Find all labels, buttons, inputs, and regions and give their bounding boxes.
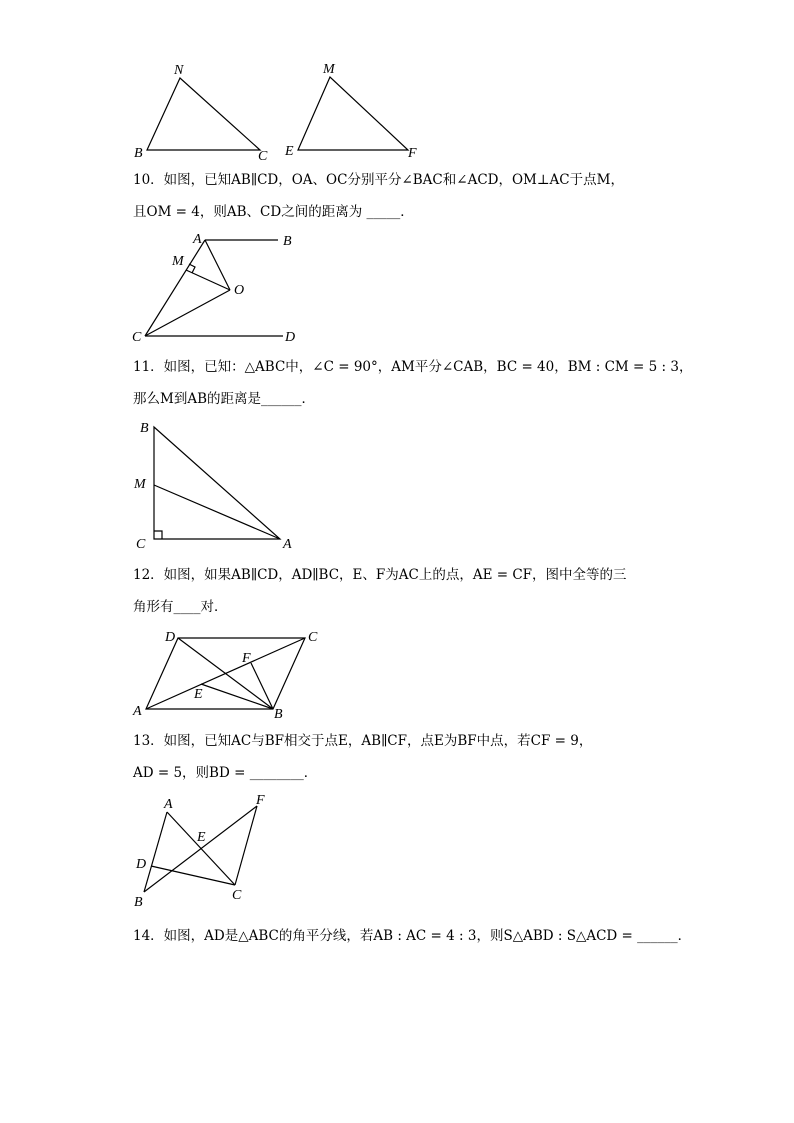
label-a: A <box>283 537 292 552</box>
label-c: C <box>136 537 146 552</box>
triangle-nbc-figure <box>130 60 280 165</box>
label-a: A <box>193 232 202 247</box>
label-e: E <box>194 687 203 702</box>
label-e: E <box>285 144 294 159</box>
label-f: F <box>408 146 417 161</box>
label-b: B <box>134 895 143 908</box>
label-b: B <box>283 234 292 249</box>
label-b: B <box>274 707 283 722</box>
label-f: F <box>242 651 251 666</box>
label-e: E <box>197 830 206 845</box>
label-b: B <box>134 146 143 161</box>
label-d: D <box>136 857 147 872</box>
label-f: F <box>256 793 265 808</box>
label-a: A <box>133 704 142 719</box>
q13-text-line1: 13．如图，已知AC与BF相交于点E，AB∥CF，点E为BF中点，若CF = 9， <box>133 733 593 749</box>
label-c: C <box>308 630 318 645</box>
q10-figure <box>130 228 310 348</box>
label-c: C <box>232 888 242 903</box>
q12-text-line1: 12．如图，如果AB∥CD，AD∥BC，E、F为AC上的点，AE = CF，图中全等的三 <box>133 567 627 583</box>
label-d: D <box>165 630 176 645</box>
label-n: N <box>174 63 184 78</box>
label-a: A <box>164 797 173 812</box>
q11-figure <box>130 415 310 555</box>
q13-figure <box>130 788 280 908</box>
q11-text-line2: 那么M到AB的距离是______． <box>133 391 315 407</box>
q14-text-line1: 14．如图，AD是△ABC的角平分线，若AB : AC = 4 : 3，则S△ABD : S△ACD = ______． <box>133 928 692 944</box>
label-b: B <box>140 421 149 436</box>
triangle-mef-figure <box>283 60 423 165</box>
q10-text-line1: 10．如图，已知AB∥CD，OA、OC分别平分∠BAC和∠ACD，OM⊥AC于点M， <box>133 172 624 188</box>
q10-text-line2: 且OM = 4，则AB、CD之间的距离为 _____． <box>133 204 414 220</box>
label-o: O <box>234 283 245 298</box>
q11-text-line1: 11．如图，已知：△ABC中，∠C = 90°，AM平分∠CAB，BC = 40，BM : CM = 5 : 3， <box>133 359 693 375</box>
label-d: D <box>285 330 296 345</box>
label-c: C <box>132 330 142 345</box>
label-m: M <box>323 62 335 77</box>
q13-text-line2: AD = 5，则BD = ________． <box>133 765 318 781</box>
label-m: M <box>134 477 146 492</box>
q12-text-line2: 角形有____对． <box>133 599 228 615</box>
label-c: C <box>258 149 268 164</box>
q12-figure <box>130 625 330 725</box>
label-m: M <box>172 254 184 269</box>
